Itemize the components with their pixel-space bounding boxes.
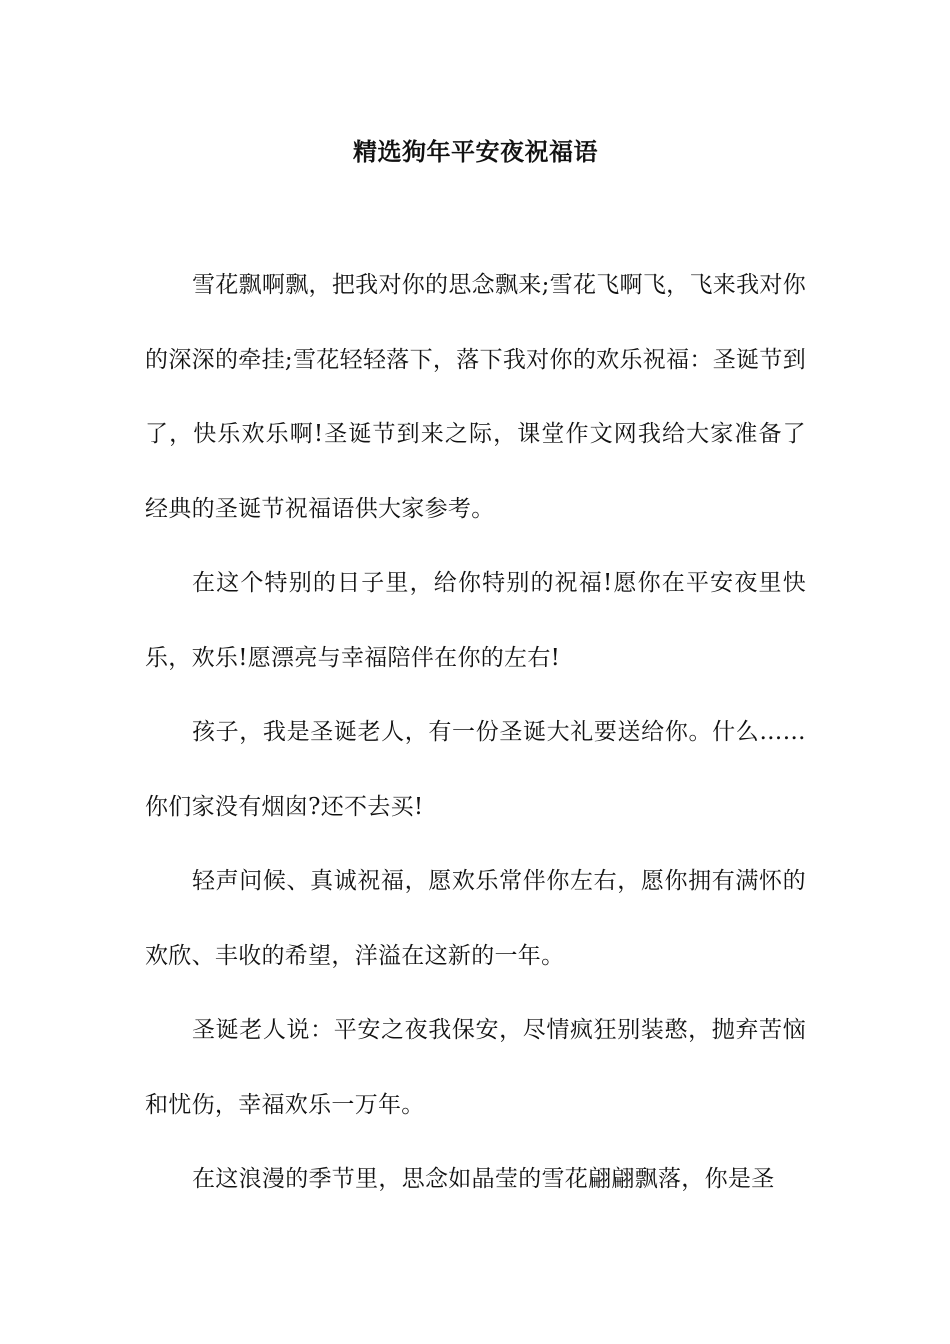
document-body: [145, 248, 806, 1217]
document-title: 精选狗年平安夜祝福语: [353, 137, 598, 166]
paragraph-6: 在这浪漫的季节里，思念如晶莹的雪花翩翩飘落，你是圣: [192, 1166, 775, 1192]
paragraph-5: 圣诞老人说：平安之夜我保安，尽情疯狂别装憨，抛弃苦恼和忧伤，幸福欢乐一万年。: [145, 1017, 806, 1118]
paragraph-1: 雪花飘啊飘，把我对你的思念飘来;雪花飞啊飞，飞来我对你的深深的牵挂;雪花轻轻落下，落下我对你的欢乐祝福：圣诞节到了，快乐欢乐啊!圣诞节到来之际，课堂作文网我给大家准备了经典的圣诞节祝福语供大家参考。: [145, 272, 806, 522]
paragraph-4: 轻声问候、真诚祝福，愿欢乐常伴你左右，愿你拥有满怀的欢欣、丰收的希望，洋溢在这新的一年。: [145, 868, 806, 969]
paragraph-3: 孩子，我是圣诞老人，有一份圣诞大礼要送给你。什么……你们家没有烟囱?还不去买!: [145, 719, 806, 820]
paragraph-2: 在这个特别的日子里，给你特别的祝福!愿你在平安夜里快乐，欢乐!愿漂亮与幸福陪伴在你的左右!: [145, 570, 806, 671]
